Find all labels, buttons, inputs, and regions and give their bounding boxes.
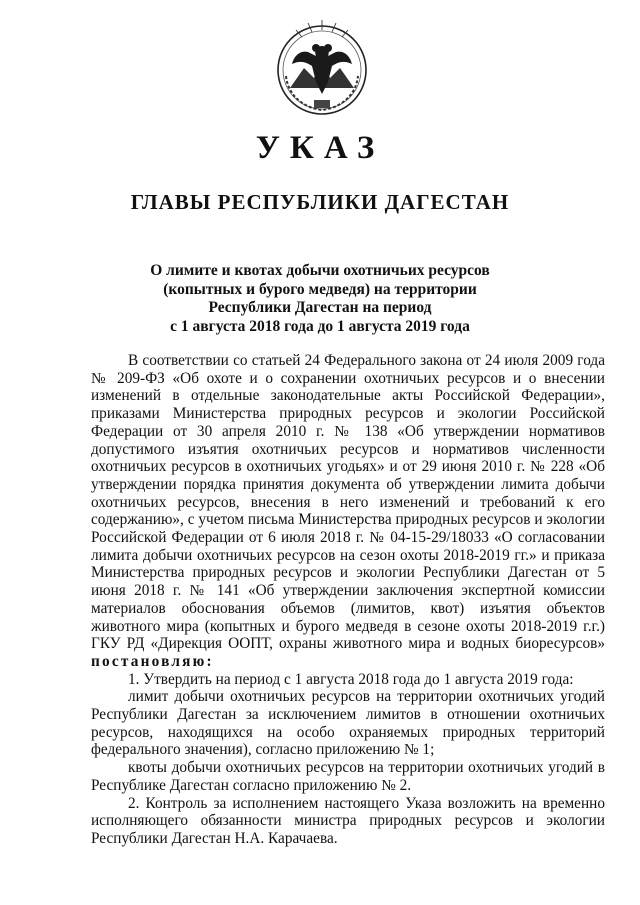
item-1-limit: лимит добычи охотничьих ресурсов на территории охотничьих угодий Республики Дагестан за исключением лимитов в отношении охотничьих ресурсов, находящихся на особо охраняемых природных территорий федерального значения), согласно приложению № 1; bbox=[91, 688, 605, 759]
document-title: УКАЗ bbox=[255, 130, 385, 166]
heading-line: (копытных и бурого медведя) на территории bbox=[163, 280, 477, 298]
preamble-paragraph bbox=[91, 352, 605, 671]
item-1-quota: квоты добычи охотничьих ресурсов на территории охотничьих угодий в Республике Дагестан согласно приложению № 2. bbox=[91, 759, 605, 794]
heading-line: О лимите и квотах добычи охотничьих ресурсов bbox=[150, 262, 490, 279]
document-subtitle: ГЛАВЫ РЕСПУБЛИКИ ДАГЕСТАН bbox=[130, 190, 510, 214]
decree-body bbox=[91, 352, 605, 848]
heading-line: Республики Дагестан на период bbox=[208, 299, 432, 316]
item-1: 1. Утвердить на период с 1 августа 2018 года до 1 августа 2019 года: bbox=[128, 670, 574, 688]
preamble-text: В соответствии со статьей 24 Федерального закона от 24 июля 2009 года № 209-ФЗ «Об охоте и о сохранении охотничьих ресурсов и о внесении изменений в отдельные законодательные акты Российской Федерации», приказами Министерства природных ресурсов и экологии Российской Федерации от 30 апреля 2010 г. № 138 «Об утверждении нормативов допустимого изъятия охотничьих ресурсов и нормативов численности охотничьих ресурсов в охотничьих угодьях» и от 29 июня 2010 г. № 228 «Об утверждении порядка принятия документа об утверждении лимита добычи охотничьих ресурсов, внесения в него изменений и требований к его содержанию», с учетом письма Министерства природных ресурсов и экологии Российской Федерации от 6 июля 2018 г. № 04-15-29/18033 «О согласовании лимита добычи охотничьих ресурсов на сезон охоты 2018-2019 гг.» и приказа Министерства природных ресурсов и экологии Республики Дагестан от 5 июня 2018 г. № 141 «Об утверждении заключения экспертной комиссии материалов обоснования объемов (лимитов, квот) изъятия объектов животного мира (копытных и бурого медведя в сезоне охоты 2018-2019 г.г.) ГКУ РД «Дирекция ООПТ, охраны животного мира и водных биоресурсов» bbox=[91, 352, 605, 653]
item-2: 2. Контроль за исполнением настоящего Указа возложить на временно исполняющего обязанности министра природных ресурсов и экологии Республики Дагестан Н.А. Карачаева. bbox=[91, 794, 605, 847]
coat-of-arms-emblem bbox=[270, 16, 374, 120]
heading-line: с 1 августа 2018 года до 1 августа 2019 года bbox=[170, 317, 470, 335]
decree-heading bbox=[100, 262, 540, 336]
decree-word: постановляю: bbox=[91, 652, 214, 670]
